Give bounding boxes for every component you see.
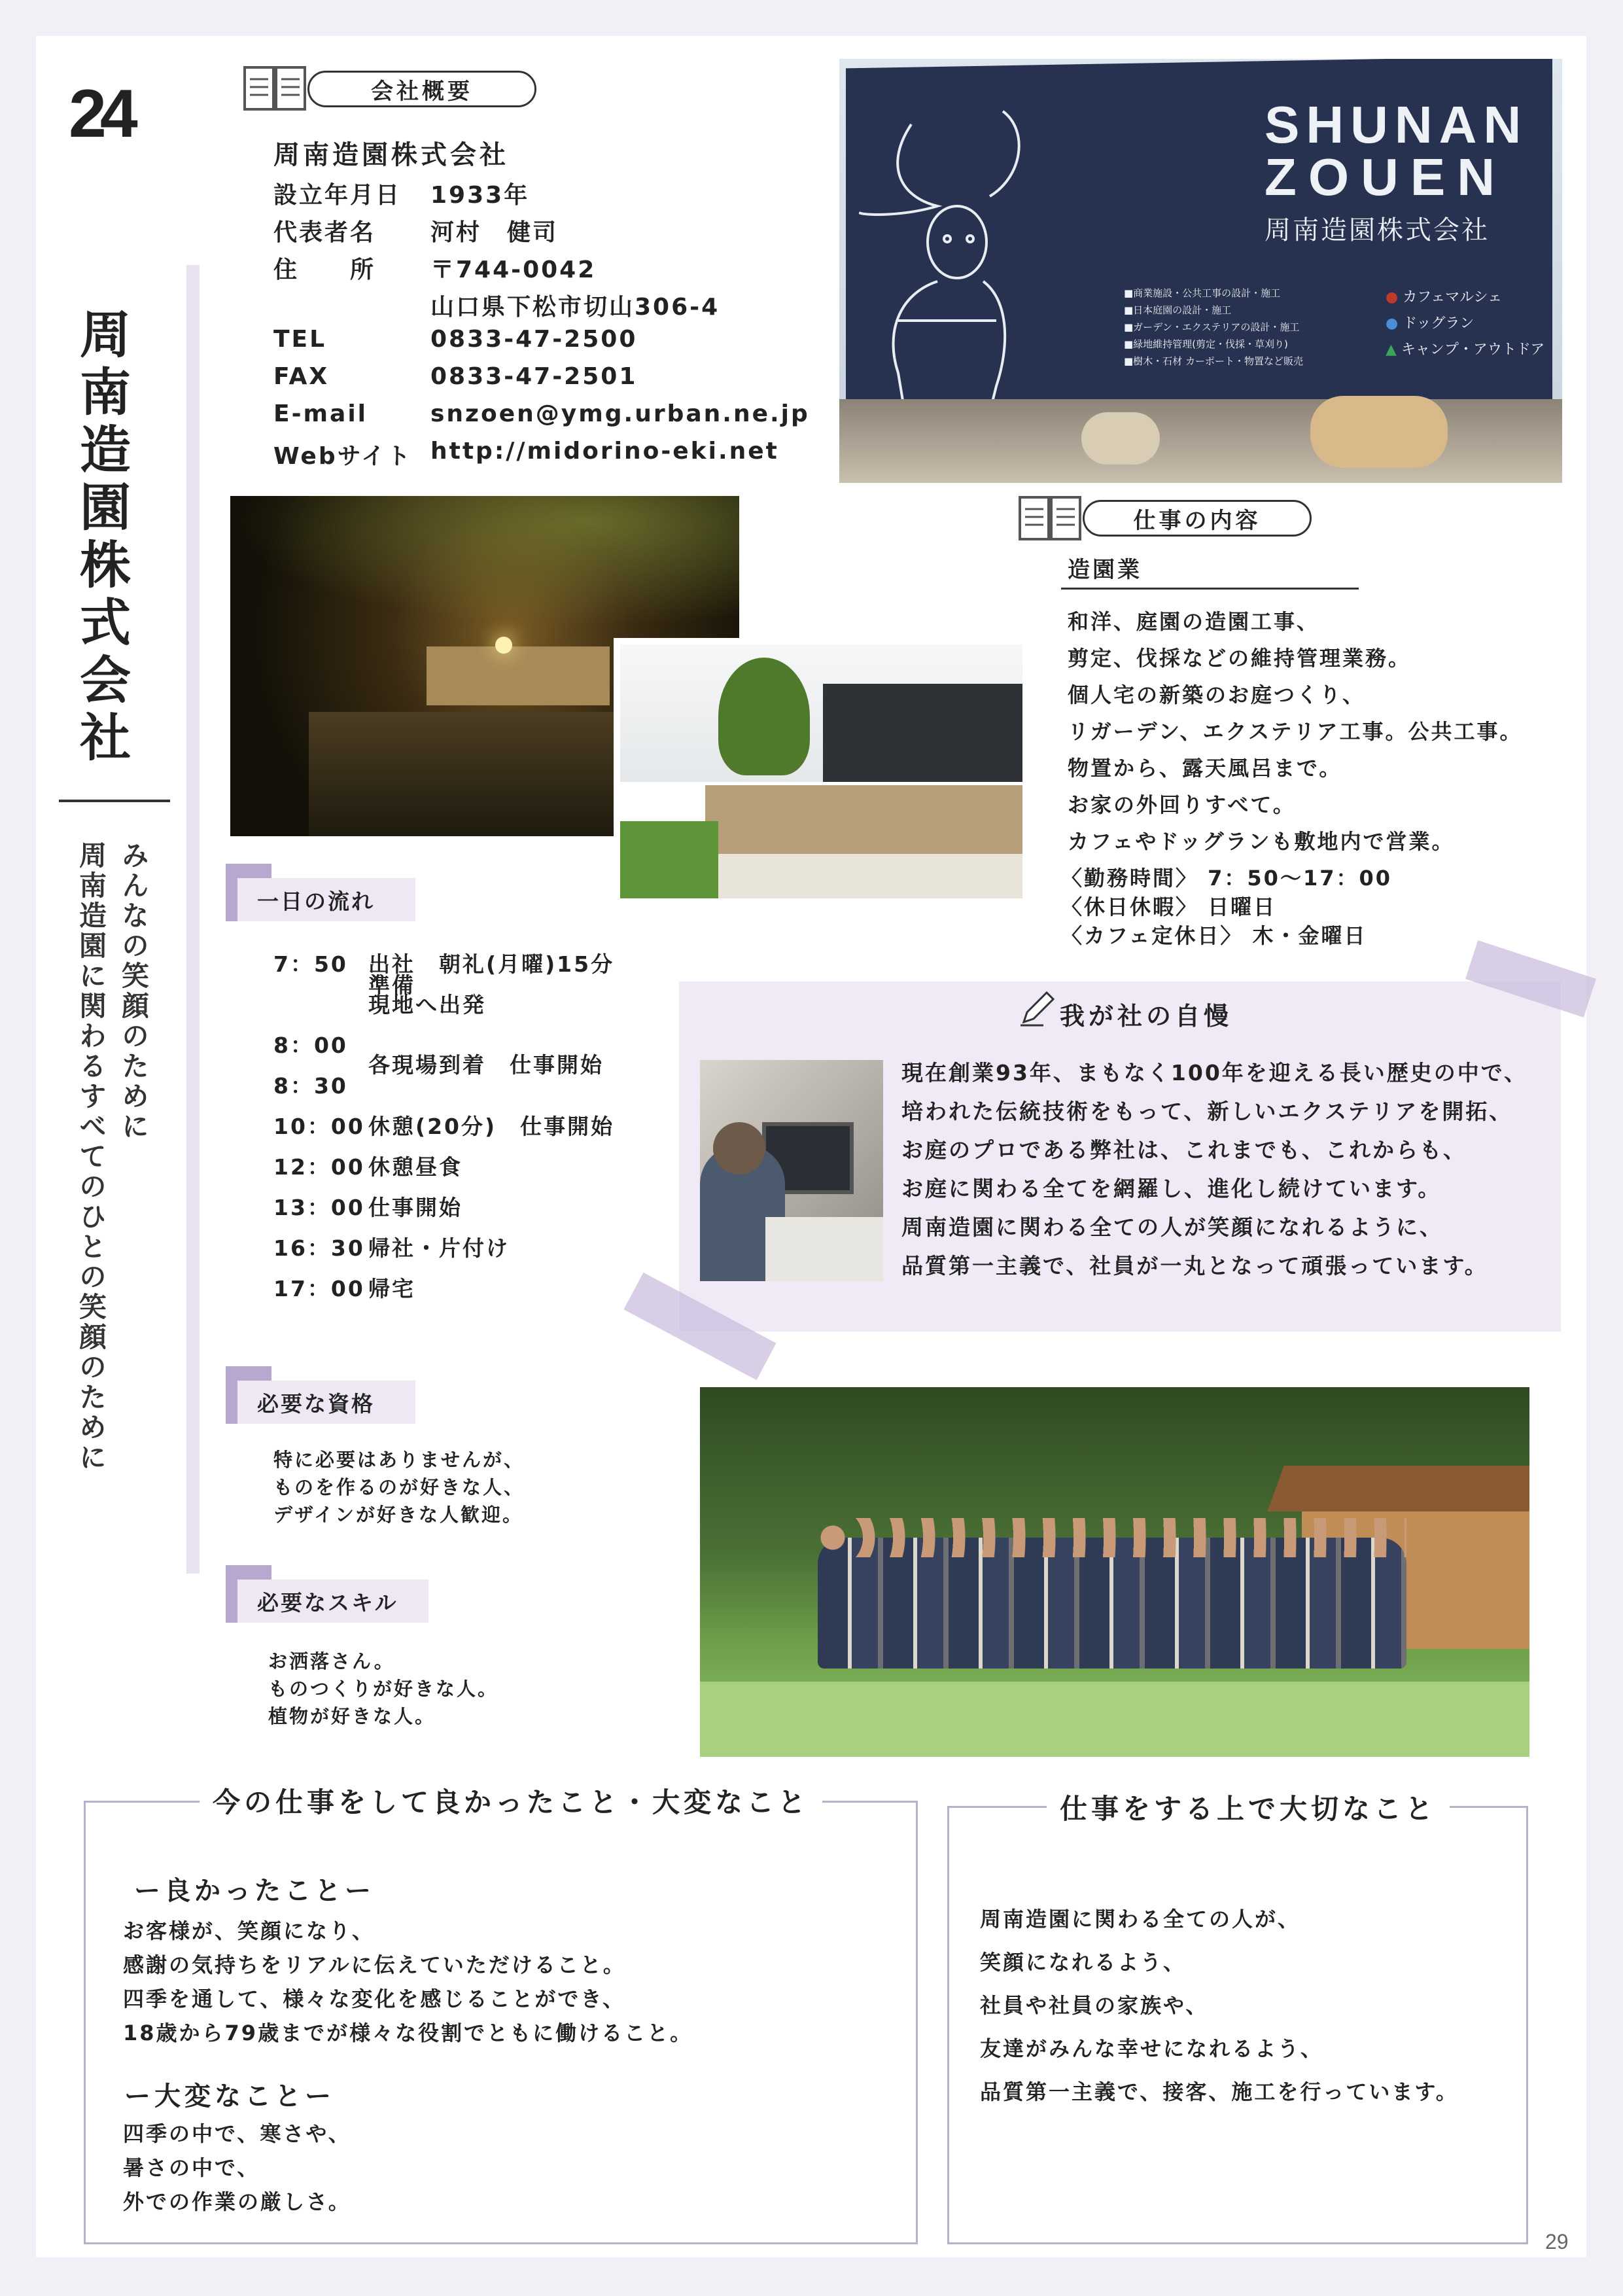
- overview-row: 設立年月日 1933年: [273, 182, 530, 209]
- overview-row: E-mail snzoen@ymg.urban.ne.jp: [273, 400, 810, 427]
- vertical-subtitle-2: 周南造園に関わるすべてのひとの笑顔のために: [75, 841, 107, 1473]
- sign-line1: SHUNAN: [1265, 96, 1528, 154]
- pride-heading: 我が社の自慢: [1060, 1002, 1233, 1031]
- strip-shadow: [186, 265, 200, 1574]
- staff-group-photo: [700, 1387, 1529, 1757]
- title-divider: [59, 800, 170, 802]
- qualification-heading: 必要な資格: [226, 1381, 415, 1424]
- footer-page-number: 29: [1545, 2230, 1569, 2253]
- overview-heading: 会社概要: [307, 71, 536, 107]
- pride-text: 現在創業93年、まもなく100年を迎える長い歴史の中で、 培われた伝統技術をもって、新しいエクステリアを開拓、 お庭のプロである弊社は、これまでも、これからも、 お庭に関わる全てを網羅し、進化し続けています。 周南造園に関わる全ての人が笑顔になれるように、 品質第一主義で、社員が一丸となって頑張っています。: [901, 1060, 1528, 1279]
- book-icon: [242, 62, 307, 115]
- qualification-text: 特に必要はありませんが、 ものを作るのが好きな人、 デザインが好きな人歓迎。: [273, 1449, 525, 1526]
- schedule-heading: 一日の流れ: [226, 878, 415, 921]
- overview-row: FAX 0833-47-2501: [273, 363, 638, 390]
- bad-heading: ー大変なことー: [124, 2081, 335, 2111]
- vertical-subtitle-1: みんなの笑顔のために: [118, 841, 150, 1142]
- page-number-box: [36, 36, 200, 265]
- work-heading: 仕事の内容: [1083, 500, 1312, 537]
- bad-text: 四季の中で、寒さや、 暑さの中で、 外での作業の厳しさ。: [123, 2121, 351, 2214]
- good-heading: ー良かったことー: [134, 1876, 375, 1906]
- overview-row: Webサイト http://midorino-eki.net: [273, 438, 779, 470]
- overview-row: TEL 0833-47-2500: [273, 326, 638, 353]
- book-icon: [1017, 492, 1083, 544]
- important-text: 周南造園に関わる全ての人が、 笑顔になれるよう、 社員や社員の家族や、 友達がみんな幸せになれるよう、 品質第一主義で、接客、施工を行っています。: [980, 1907, 1459, 2104]
- overview-row: 代表者名 河村 健司: [273, 219, 559, 246]
- good-bad-heading: 今の仕事をして良かったこと・大変なこと: [200, 1781, 822, 1820]
- deer-illustration-icon: [859, 85, 1075, 425]
- tag-corner: [226, 1565, 271, 1580]
- tag-corner: [226, 864, 271, 878]
- work-hours: 〈勤務時間〉 7：50～17：00 〈休日休暇〉 日曜日 〈カフェ定休日〉 木・金曜日: [1061, 866, 1393, 948]
- schedule-list: 7：50 出社 朝礼(月曜)15分 準備 現地へ出発 8：00 各現場到着 仕事開始 8：30 10：00 休憩(20分) 仕事開始 12：00 休憩昼食 13：00 仕事開始 16：30 帰社・片付け 17：00 帰宅: [273, 951, 615, 1301]
- pencil-icon: [1017, 989, 1056, 1029]
- tag-corner: [226, 1366, 271, 1381]
- overview-row: 山口県下松市切山306-4: [430, 294, 720, 321]
- work-description: 和洋、庭園の造園工事、 剪定、伐採などの維持管理業務。 個人宅の新築のお庭つくり、 リガーデン、エクステリア工事。公共工事。 物置から、露天風呂まで。 お家の外回りすべて。 カフェやドッグランも敷地内で営業。: [1068, 609, 1523, 854]
- overview-table: [273, 177, 810, 475]
- important-heading: 仕事をする上で大切なこと: [1047, 1788, 1450, 1827]
- page-number: 24: [69, 76, 131, 152]
- office-photo: [700, 1060, 883, 1281]
- skill-heading: 必要なスキル: [226, 1580, 428, 1623]
- sign-line3: 周南造園株式会社: [1265, 215, 1490, 245]
- vertical-company-title: 周南造園株式会社: [71, 308, 130, 768]
- company-name: 周南造園株式会社: [273, 140, 509, 170]
- overview-row: 住 所 〒744-0042: [273, 256, 597, 283]
- sign-line2: ZOUEN: [1265, 148, 1507, 206]
- sign-facilities: ● カフェマルシェ ● ドッグラン ▲ キャンプ・アウトドア: [1386, 289, 1545, 358]
- work-category-underline: [1061, 588, 1359, 590]
- exterior-photo: [614, 638, 1029, 905]
- skill-text: お洒落さん。 ものつくりが好きな人。 植物が好きな人。: [268, 1650, 499, 1727]
- work-category: 造園業: [1068, 557, 1142, 583]
- good-text: お客様が、笑顔になり、 感謝の気持ちをリアルに伝えていただけること。 四季を通して、様々な変化を感じることができ、 18歳から79歳までが様々な役割でともに働けること。: [123, 1918, 693, 2045]
- sign-services: ■商業施設・公共工事の設計・施工 ■日本庭園の設計・施工 ■ガーデン・エクステリアの設計・施工 ■緑地維持管理(剪定・伐採・草刈り) ■樹木・石材 カーポート・物置など販売: [1124, 287, 1303, 367]
- company-sign-photo: [839, 59, 1562, 483]
